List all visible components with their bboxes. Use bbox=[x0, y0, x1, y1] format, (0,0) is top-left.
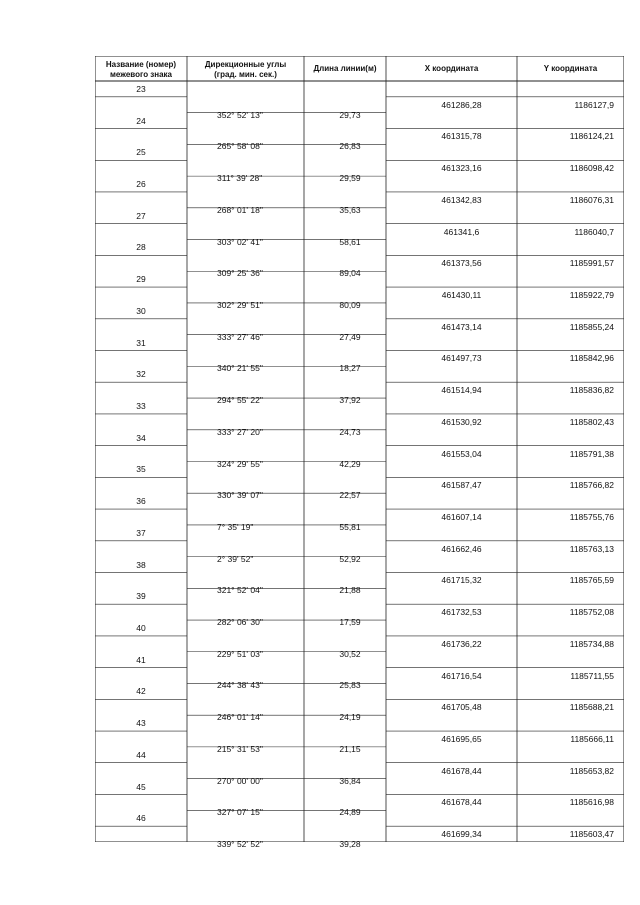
y-coordinate: 1185666,11 bbox=[570, 733, 614, 744]
point-number: 32 bbox=[136, 369, 146, 380]
point-number: 27 bbox=[136, 210, 146, 221]
line-length: 29,73 bbox=[339, 109, 361, 120]
y-coordinate: 1185991,57 bbox=[569, 258, 614, 269]
point-number: 24 bbox=[136, 115, 146, 126]
direction-angle: 309° 25' 36" bbox=[217, 268, 263, 279]
y-coordinate: 1186040,7 bbox=[574, 226, 614, 237]
point-number: 44 bbox=[136, 749, 146, 760]
line-length: 55,81 bbox=[339, 521, 361, 532]
x-coordinate: 461695,65 bbox=[441, 733, 482, 744]
point-number: 30 bbox=[136, 305, 146, 316]
x-coordinate: 461553,04 bbox=[441, 448, 482, 459]
direction-angle: 282° 06' 30" bbox=[217, 617, 263, 628]
x-coordinate: 461323,16 bbox=[441, 163, 482, 174]
line-length: 36,84 bbox=[339, 775, 361, 786]
direction-angle: 302° 29' 51" bbox=[217, 299, 263, 310]
header-length: Длина линии(м) bbox=[313, 64, 377, 73]
direction-angle: 7° 35' 19" bbox=[217, 521, 254, 532]
x-coordinate: 461497,73 bbox=[441, 353, 482, 364]
x-coordinate: 461705,48 bbox=[441, 702, 482, 713]
direction-angle: 229° 51' 03" bbox=[217, 648, 263, 659]
y-coordinate: 1186127,9 bbox=[574, 99, 614, 110]
line-length: 24,89 bbox=[339, 807, 361, 818]
direction-angle: 215° 31' 53" bbox=[217, 743, 263, 754]
header-angles: Дирекционные углы (град. мин. сек.) bbox=[204, 60, 287, 79]
direction-angle: 330° 39' 07" bbox=[217, 490, 263, 501]
line-length: 26,83 bbox=[339, 141, 361, 152]
direction-angle: 333° 27' 20" bbox=[217, 426, 263, 437]
point-number: 35 bbox=[136, 464, 146, 475]
point-number: 36 bbox=[136, 496, 146, 507]
line-length: 27,49 bbox=[339, 331, 361, 342]
y-coordinate: 1186124,21 bbox=[569, 131, 614, 142]
direction-angle: 265° 58' 08" bbox=[217, 141, 263, 152]
x-coordinate: 461286,28 bbox=[441, 99, 482, 110]
point-number: 26 bbox=[136, 179, 146, 190]
point-number: 33 bbox=[136, 401, 146, 411]
point-number: 43 bbox=[136, 718, 146, 729]
direction-angle: 294° 55' 22" bbox=[217, 395, 263, 406]
x-coordinate: 461342,83 bbox=[441, 194, 482, 205]
line-length: 29,59 bbox=[339, 173, 361, 184]
point-number: 31 bbox=[136, 337, 146, 348]
line-length: 80,09 bbox=[339, 299, 361, 310]
direction-angle: 244° 38' 43" bbox=[217, 680, 263, 691]
point-number: 34 bbox=[136, 432, 146, 443]
x-coordinate: 461341,6 bbox=[443, 226, 480, 237]
x-coordinate: 461473,14 bbox=[441, 321, 482, 332]
line-length: 58,61 bbox=[339, 236, 361, 247]
y-coordinate: 1185711,55 bbox=[570, 670, 614, 681]
line-length: 21,88 bbox=[339, 585, 361, 596]
y-coordinate: 1185842,96 bbox=[569, 353, 614, 364]
y-coordinate: 1185855,24 bbox=[569, 321, 614, 332]
direction-angle: 340° 21' 55" bbox=[217, 363, 263, 374]
x-coordinate: 461607,14 bbox=[441, 511, 482, 522]
direction-angle: 327° 07' 15" bbox=[217, 807, 263, 818]
y-coordinate: 1185766,82 bbox=[569, 480, 614, 491]
y-coordinate: 1185802,43 bbox=[569, 416, 614, 427]
y-coordinate: 1185688,21 bbox=[569, 702, 614, 713]
x-coordinate: 461662,46 bbox=[441, 543, 482, 554]
point-number: 29 bbox=[136, 274, 146, 285]
y-coordinate: 1185653,82 bbox=[569, 765, 614, 776]
line-length: 42,29 bbox=[339, 458, 361, 469]
x-coordinate: 461514,94 bbox=[441, 385, 482, 396]
y-coordinate: 1185603,47 bbox=[569, 829, 614, 840]
line-length: 52,92 bbox=[339, 553, 361, 564]
y-coordinate: 1185836,82 bbox=[569, 385, 614, 396]
y-coordinate: 1185765,59 bbox=[569, 575, 614, 586]
x-coordinate: 461587,47 bbox=[441, 480, 482, 491]
point-number: 39 bbox=[136, 591, 146, 602]
point-number: 25 bbox=[136, 147, 146, 158]
header-y: Y координата bbox=[543, 64, 598, 73]
direction-angle: 270° 00' 00" bbox=[217, 775, 263, 786]
line-length: 17,59 bbox=[339, 617, 361, 628]
y-coordinate: 1186076,31 bbox=[569, 194, 614, 205]
point-number: 37 bbox=[136, 527, 146, 538]
y-coordinate: 1185752,08 bbox=[569, 607, 614, 618]
direction-angle: 311° 39' 28" bbox=[217, 173, 263, 184]
x-coordinate: 461699,34 bbox=[441, 829, 482, 840]
y-coordinate: 1185755,76 bbox=[569, 511, 614, 522]
x-coordinate: 461430,11 bbox=[441, 290, 482, 301]
x-coordinate: 461732,53 bbox=[441, 607, 482, 618]
direction-angle: 268° 01' 18" bbox=[217, 204, 263, 215]
x-coordinate: 461716,54 bbox=[441, 670, 482, 681]
point-number: 38 bbox=[136, 559, 146, 570]
y-coordinate: 1185734,88 bbox=[569, 638, 614, 649]
direction-angle: 321° 52' 04" bbox=[217, 585, 263, 596]
point-number: 28 bbox=[136, 242, 146, 253]
point-number: 41 bbox=[136, 654, 146, 665]
y-coordinate: 1185922,79 bbox=[569, 290, 614, 301]
point-number: 42 bbox=[136, 686, 146, 697]
line-length: 25,83 bbox=[339, 680, 361, 691]
line-length: 22,57 bbox=[339, 490, 361, 501]
y-coordinate: 1185616,98 bbox=[569, 797, 614, 808]
line-length: 18,27 bbox=[339, 363, 361, 374]
x-coordinate: 461315,78 bbox=[441, 131, 482, 142]
line-length: 21,15 bbox=[339, 743, 361, 754]
x-coordinate: 461736,22 bbox=[441, 638, 482, 649]
point-number: 40 bbox=[136, 622, 146, 633]
direction-angle: 339° 52' 52" bbox=[217, 839, 263, 849]
line-length: 39,28 bbox=[339, 839, 361, 849]
boundary-coordinates-table bbox=[95, 56, 624, 849]
direction-angle: 303° 02' 41" bbox=[217, 236, 263, 247]
x-coordinate: 461678,44 bbox=[441, 765, 482, 776]
direction-angle: 333° 27' 46" bbox=[217, 331, 263, 342]
direction-angle: 246° 01' 14" bbox=[217, 712, 263, 723]
line-length: 35,63 bbox=[339, 204, 361, 215]
y-coordinate: 1186098,42 bbox=[569, 163, 614, 174]
point-number: 45 bbox=[136, 781, 146, 792]
direction-angle: 324° 29' 55" bbox=[217, 458, 263, 469]
x-coordinate: 461373,56 bbox=[441, 258, 482, 269]
point-number: 23 bbox=[136, 83, 146, 94]
line-length: 37,92 bbox=[339, 395, 361, 406]
x-coordinate: 461715,32 bbox=[441, 575, 482, 586]
line-length: 24,73 bbox=[339, 426, 361, 437]
point-number: 46 bbox=[136, 813, 146, 824]
x-coordinate: 461530,92 bbox=[441, 416, 482, 427]
header-name: Название (номер) межевого знака bbox=[105, 60, 177, 79]
line-length: 89,04 bbox=[339, 268, 361, 279]
direction-angle: 2° 39' 52" bbox=[217, 553, 254, 564]
line-length: 30,52 bbox=[339, 648, 361, 659]
header-x: X координата bbox=[424, 64, 479, 73]
y-coordinate: 1185791,38 bbox=[569, 448, 614, 459]
line-length: 24,19 bbox=[339, 712, 361, 723]
y-coordinate: 1185763,13 bbox=[569, 543, 614, 554]
direction-angle: 352° 52' 13" bbox=[217, 109, 263, 120]
x-coordinate: 461678,44 bbox=[441, 797, 482, 808]
